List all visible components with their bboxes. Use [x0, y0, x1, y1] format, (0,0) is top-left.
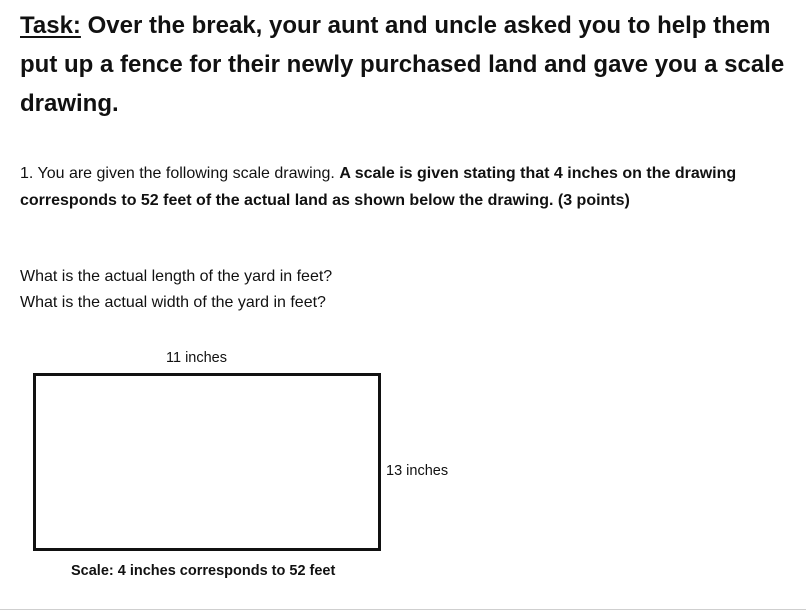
yard-rectangle [33, 373, 381, 551]
question-prompts [20, 264, 620, 316]
width-prompt: What is the actual width of the yard in feet? [20, 294, 326, 311]
page-bottom-divider [0, 609, 806, 610]
task-label: Task: [20, 12, 81, 39]
length-dimension-label: 11 inches [166, 350, 227, 366]
width-dimension-label: 13 inches [386, 463, 449, 479]
length-prompt: What is the actual length of the yard in feet? [20, 268, 333, 285]
scale-caption: Scale: 4 inches corresponds to 52 feet [71, 563, 336, 579]
task-text: Over the break, your aunt and uncle asked you to help them put up a fence for their newly purchased land and gave you a scale drawing. [20, 12, 785, 117]
question-scale-statement: A scale is given stating that 4 inches on the drawing corresponds to 52 feet of the actual land as shown below the drawing. (3 points) [20, 165, 737, 209]
question-intro: 1. You are given the following scale drawing. [20, 165, 340, 182]
question-1 [20, 160, 790, 214]
task-heading [20, 6, 790, 123]
